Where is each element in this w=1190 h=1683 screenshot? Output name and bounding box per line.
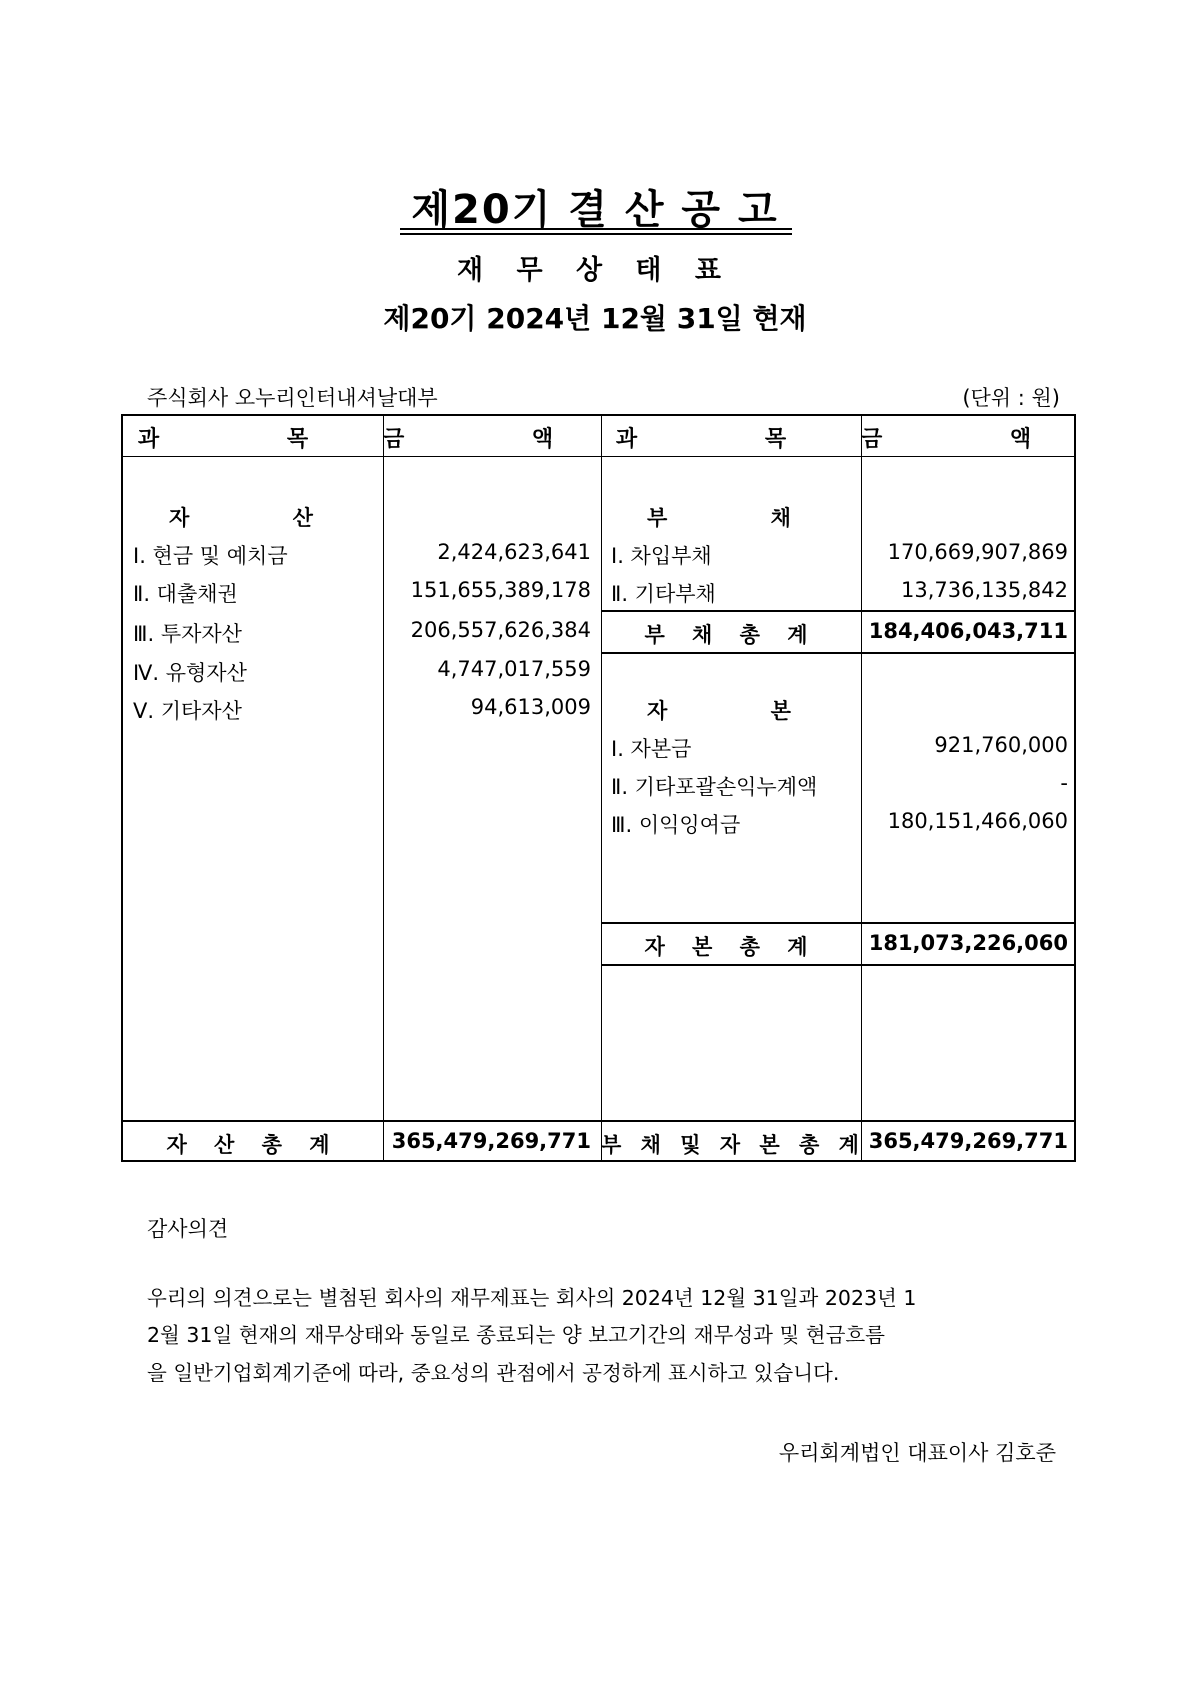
- asset-amount: 94,613,009: [470, 695, 591, 719]
- assets-section-label: 자 산: [169, 506, 361, 530]
- statement-title: 재 무 상 태 표: [456, 255, 733, 286]
- header-right-amount: 금 액: [861, 427, 1092, 452]
- grand-total-label: 부 채 및 자 본 총 계: [601, 1133, 865, 1157]
- asset-amount: 2,424,623,641: [437, 540, 591, 564]
- asset-label: Ⅴ. 기타자산: [133, 699, 242, 723]
- equity-amount: 180,151,466,060: [887, 809, 1068, 833]
- company-name: 주식회사 오누리인터내셔날대부: [147, 386, 438, 410]
- liab-total-top: [601, 610, 1074, 612]
- assets-total-amount: 365,479,269,771: [391, 1129, 591, 1153]
- audit-text-line: 을 일반기업회계기준에 따라, 중요성의 관점에서 공정하게 표시하고 있습니다.: [147, 1361, 840, 1385]
- equity-section-label: 자 본: [647, 699, 839, 723]
- header-right-item: 과 목: [615, 427, 847, 452]
- auditor-signature: 우리회계법인 대표이사 김호준: [778, 1441, 1056, 1465]
- asset-amount: 206,557,626,384: [410, 618, 591, 642]
- equity-label: Ⅱ. 기타포괄손익누계액: [611, 775, 818, 799]
- equity-total-bottom: [601, 964, 1074, 966]
- assets-total-label: 자 산 총 계: [166, 1133, 340, 1157]
- asset-label: Ⅱ. 대출채권: [133, 582, 238, 606]
- equity-amount: -: [1060, 771, 1068, 795]
- liabilities-total-amount: 184,406,043,711: [868, 619, 1068, 643]
- header-left-amount: 금 액: [383, 427, 614, 452]
- asset-amount: 151,655,389,178: [410, 578, 591, 602]
- equity-amount: 921,760,000: [934, 733, 1068, 757]
- header-divider: [123, 456, 1074, 457]
- asset-label: Ⅲ. 투자자산: [133, 622, 242, 646]
- liability-amount: 13,736,135,842: [901, 578, 1068, 602]
- title-underline: [400, 228, 792, 235]
- equity-label: Ⅰ. 자본금: [611, 737, 692, 761]
- equity-total-top: [601, 922, 1074, 924]
- grand-total-amount: 365,479,269,771: [868, 1129, 1068, 1153]
- unit-label: (단위 : 원): [962, 386, 1060, 410]
- equity-label: Ⅲ. 이익잉여금: [611, 813, 741, 837]
- equity-total-label: 자 본 총 계: [644, 935, 818, 959]
- liabilities-total-label: 부 채 총 계: [644, 623, 818, 647]
- liabilities-section-label: 부 채: [647, 506, 839, 530]
- audit-text-line: 2월 31일 현재의 재무상태와 동일로 종료되는 양 보고기간의 재무성과 및 현금흐름: [147, 1323, 885, 1347]
- header-left-item: 과 목: [137, 427, 369, 452]
- col-divider: [383, 416, 384, 1160]
- audit-text-line: 우리의 의견으로는 별첨된 회사의 재무제표는 회사의 2024년 12월 31일과 2023년 1: [147, 1286, 917, 1310]
- asset-label: Ⅳ. 유형자산: [133, 661, 247, 685]
- page-title: 제20기 결 산 공 고: [411, 187, 779, 233]
- liability-label: Ⅱ. 기타부채: [611, 582, 716, 606]
- period-label: 제20기 2024년 12월 31일 현재: [383, 302, 807, 335]
- liability-label: Ⅰ. 차입부채: [611, 544, 712, 568]
- asset-label: Ⅰ. 현금 및 예치금: [133, 544, 288, 568]
- equity-total-amount: 181,073,226,060: [868, 931, 1068, 955]
- grand-total-divider: [123, 1120, 1074, 1122]
- liability-amount: 170,669,907,869: [887, 540, 1068, 564]
- balance-sheet-table: [121, 414, 1092, 1162]
- audit-heading: 감사의견: [147, 1217, 229, 1241]
- asset-amount: 4,747,017,559: [437, 657, 591, 681]
- liab-total-bottom: [601, 652, 1074, 654]
